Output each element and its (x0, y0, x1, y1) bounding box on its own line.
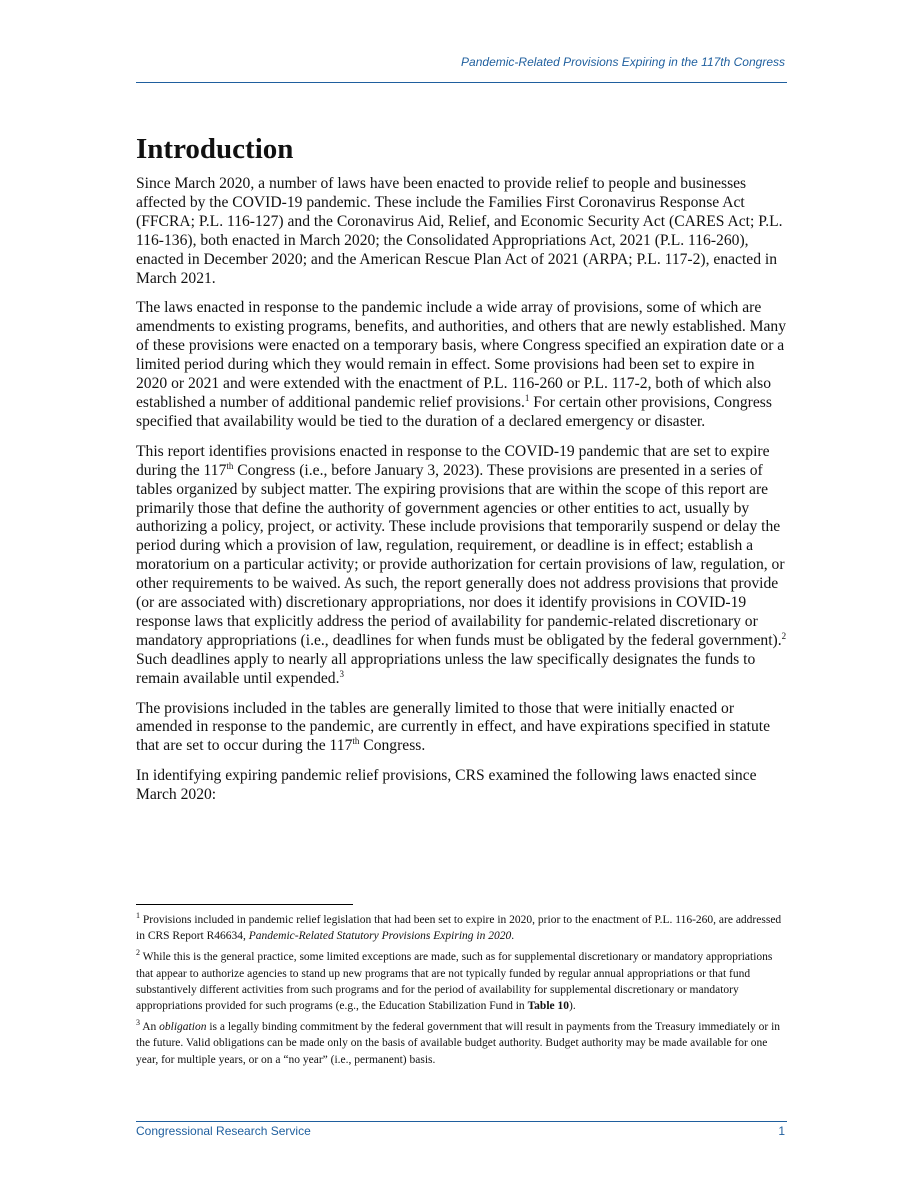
report-title-link[interactable]: Pandemic-Related Statutory Provisions Expiring in 2020 (248, 930, 512, 943)
footnote-ref-3[interactable]: 3 (339, 668, 345, 679)
header-rule (136, 82, 787, 83)
footnotes (136, 912, 787, 1073)
paragraph-5: In identifying expiring pandemic relief provisions, CRS examined the following laws enacted since March 2020: (136, 767, 757, 804)
page-number: 1 (778, 1124, 785, 1138)
paragraph-2: The laws enacted in response to the pandemic include a wide array of provisions, some of which are amendments to existing programs, benefits, and authorities, and others that are newly established. Many of these provisions were enacted on a temporary basis, where Congress specified an expiration date or a limited period during which they would remain in effect. Some provisions had been set to expire in 2020 or 2021 and were extended with the enactment of P.L. 116-260 or P.L. 117-2, both of which also established a number of additional pandemic relief provisions.$^1$ For certain other provisions, Congress specified that availability would be tied to the duration of a declared emergency or disaster. (136, 299, 787, 430)
footnote-ref-1[interactable]: 1 (524, 392, 530, 403)
table-reference-link[interactable]: Table 10 (527, 1000, 569, 1013)
running-header: Pandemic-Related Provisions Expiring in the 117th Congress (461, 55, 785, 69)
paragraph-4: The provisions included in the tables are generally limited to those that were initially enacted or amended in response to the pandemic, are currently in effect, and have expirations specified in statute that are set to occur during the 117th Congress. (136, 699, 771, 755)
paragraph-3: This report identifies provisions enacted in response to the COVID-19 pandemic that are set to expire during the 117th Congress (i.e., before January 3, 2023). These provisions are presented in a series of tables organized by subject matter. The expiring provisions that are within the scope of this report are primarily those that define the authority of government agencies or other entities to act, usually by authorizing a policy, project, or activity. These include provisions that temporarily suspend or delay the period during which a provision of law, regulation, requirement, or deadline is in effect; establish a moratorium on a particular activity; or provide authorization for certain provisions of law, regulation, or other requirements to be waived. As such, the report generally does not address provisions that provide (or are associated with) discretionary appropriations, nor does it identify provisions in COVID-19 response laws that explicitly address the period of availability for pandemic-related discretionary or mandatory appropriations (i.e., deadlines for when funds must be obligated by the federal government).$^2$ Such deadlines apply to nearly all appropriations unless the law specifically designates the funds to remain available until expended.$^3$ (136, 442, 787, 687)
footer-organization: Congressional Research Service (136, 1124, 311, 1138)
ordinal-suffix: th (226, 460, 234, 471)
section-heading: Introduction (136, 133, 294, 165)
footnote-ref-2[interactable]: 2 (781, 630, 787, 641)
footer-rule (136, 1121, 787, 1122)
footnote-3: $^3$ An obligation is a legally binding commitment by the federal government that will result in payments from the Treasury immediately or in the future. Valid obligations can be made only on the basis of available budget authority. Budget authority may be made available for one year, for multiple years, or on a “no year” (i.e., permanent) basis. (136, 1018, 781, 1066)
paragraph-1: Since March 2020, a number of laws have been enacted to provide relief to people and businesses affected by the COVID-19 pandemic. These include the Families First Coronavirus Response Act (FFCRA; P.L. 116-127) and the Coronavirus Aid, Relief, and Economic Security Act (CARES Act; P.L. 116-136), both enacted in March 2020; the Consolidated Appropriations Act, 2021 (P.L. 116-260), enacted in December 2020; and the American Rescue Plan Act of 2021 (ARPA; P.L. 117-2), enacted in March 2021. (136, 175, 783, 287)
main-content (136, 132, 787, 816)
ordinal-suffix: th (352, 736, 360, 747)
footnote-1: $^1$ Provisions included in pandemic relief legislation that had been set to expire in 2020, prior to the enactment of P.L. 116-260, are addressed in CRS Report R46634, Pandemic-Related Statutory Provisions Expiring in 2020. (136, 911, 782, 943)
footnote-2: $^2$ While this is the general practice, some limited exceptions are made, such as for supplemental discretionary or mandatory appropriations that appear to authorize agencies to stand up new programs that are not typically funded by regular annual appropriations or that fund substantively different activities from such programs and for the period of availability for supplemental discretionary or mandatory appropriations provided for such programs (e.g., the Education Stabilization Fund in Table 10). (136, 948, 773, 1013)
footnote-rule (136, 904, 353, 905)
